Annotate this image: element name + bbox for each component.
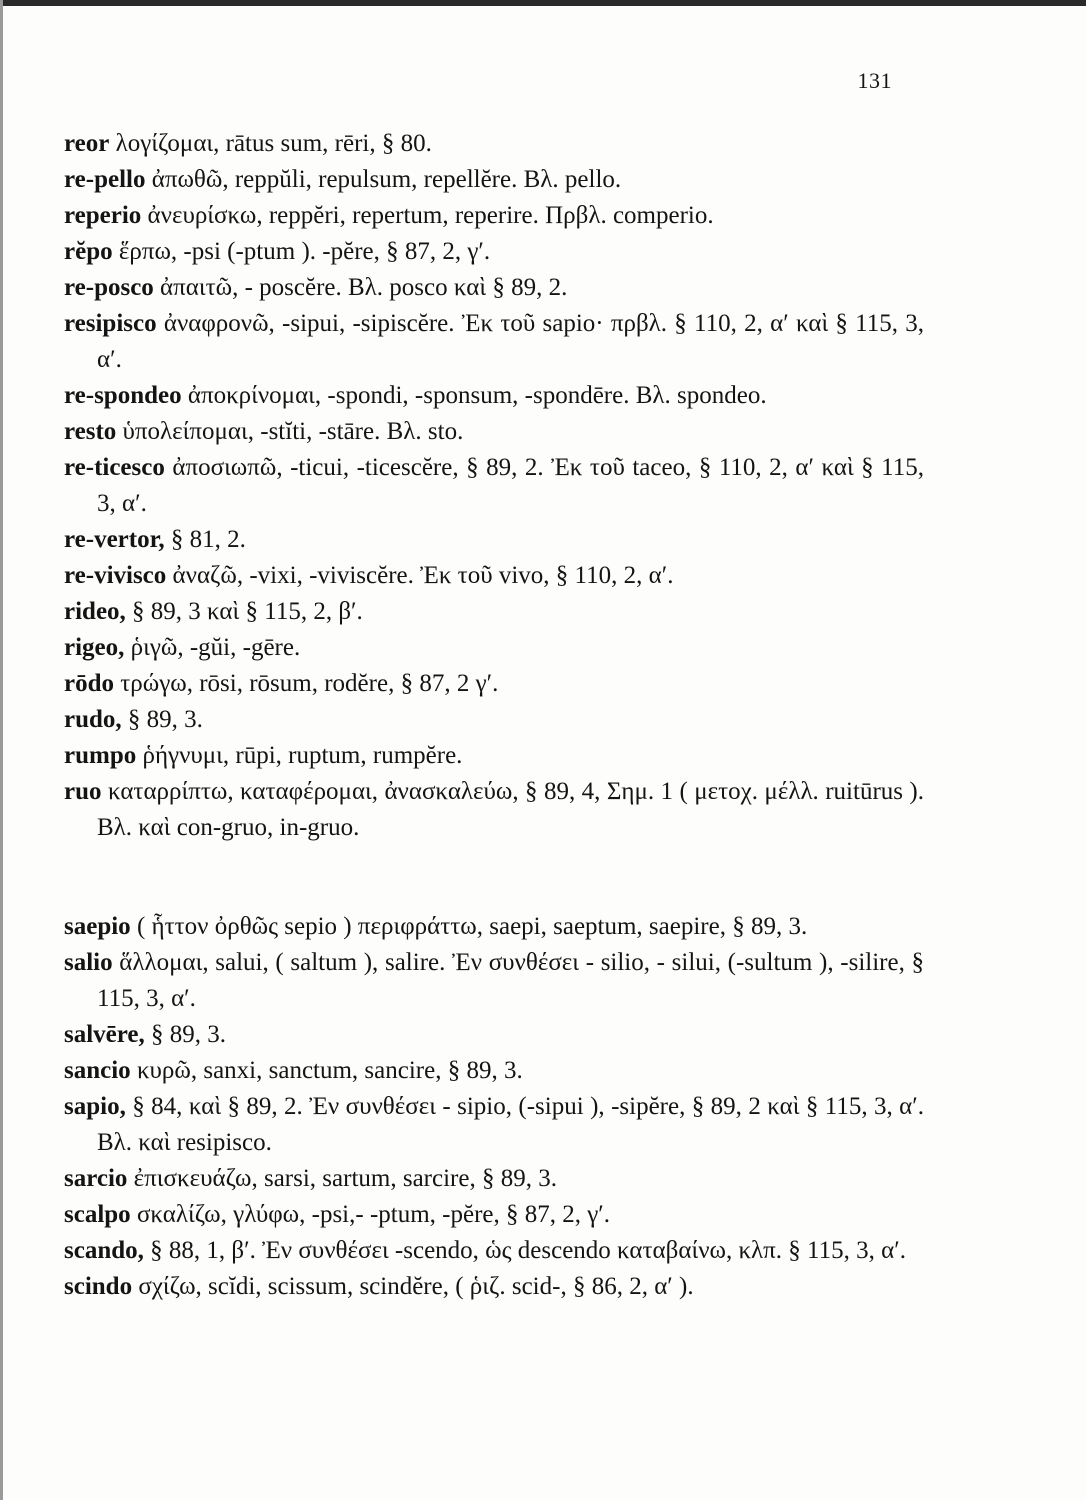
page-left-edge xyxy=(0,0,3,1500)
dictionary-entry xyxy=(64,306,924,378)
entry-definition: ἀποσιωπῶ, -ticui, -ticescĕre, § 89, 2. Ἐκ τοῦ taceo, § 110, 2, α′ καὶ § 115, 3, α′. xyxy=(97,454,925,517)
entry-headword: reperio xyxy=(64,202,142,229)
dictionary-entry xyxy=(64,558,924,594)
entry-definition: § 84, καὶ § 89, 2. Ἐν συνθέσει - sipio, (-sipui ), -sipĕre, § 89, 2 καὶ § 115, 3, α′. Βλ. καὶ resipisco. xyxy=(97,1093,924,1156)
dictionary-entry xyxy=(64,1089,924,1161)
dictionary-entry xyxy=(64,1197,924,1233)
page-top-edge xyxy=(0,0,1086,6)
entry-definition: § 89, 3. xyxy=(127,706,203,733)
entry-definition: ἀναζῶ, -vixi, -viviscĕre. Ἐκ τοῦ vivo, § 110, 2, α′. xyxy=(172,562,674,589)
dictionary-entry xyxy=(64,270,924,306)
entry-headword: rĕpo xyxy=(64,238,113,265)
entry-headword: re-pello xyxy=(64,166,146,193)
dictionary-entry xyxy=(64,234,924,270)
entry-headword: sapio, xyxy=(64,1093,126,1120)
dictionary-entry xyxy=(64,162,924,198)
dictionary-entries xyxy=(64,126,924,1305)
dictionary-entry xyxy=(64,1233,924,1269)
entry-headword: rōdo xyxy=(64,670,114,697)
dictionary-entry xyxy=(64,738,924,774)
entry-definition: ῥήγνυμι, rūpi, ruptum, rumpĕre. xyxy=(142,742,463,769)
entry-headword: re-ticesco xyxy=(64,454,165,481)
entry-headword: resipisco xyxy=(64,310,157,337)
entry-headword: rudo, xyxy=(64,706,122,733)
dictionary-entry xyxy=(64,666,924,702)
entry-definition: ἀποκρίνομαι, -spondi, -sponsum, -spondēre. Βλ. spondeo. xyxy=(187,382,767,409)
entry-definition: § 88, 1, β′. Ἐν συνθέσει -scendo, ὡς descendo καταβαίνω, κλπ. § 115, 3, α′. xyxy=(150,1237,906,1264)
entry-headword: rideo, xyxy=(64,598,126,625)
entry-definition: § 89, 3. xyxy=(151,1021,227,1048)
entry-headword: reor xyxy=(64,130,110,157)
entry-definition: καταρρίπτω, καταφέρομαι, ἀνασκαλεύω, § 89, 4, Σημ. 1 ( μετοχ. μέλλ. ruitūrus ). Βλ. καὶ con-gruo, in-gruo. xyxy=(97,778,925,841)
section-gap xyxy=(64,846,924,909)
entry-headword: rumpo xyxy=(64,742,137,769)
entry-definition: κυρῶ, sanxi, sanctum, sancire, § 89, 3. xyxy=(136,1057,523,1084)
dictionary-entry xyxy=(64,126,924,162)
entry-definition: λογίζομαι, rātus sum, rēri, § 80. xyxy=(115,130,432,157)
entry-definition: ὑπολείπομαι, -stĭti, -stāre. Βλ. sto. xyxy=(122,418,464,445)
entry-headword: ruo xyxy=(64,778,102,805)
dictionary-entry xyxy=(64,630,924,666)
entry-definition: τρώγω, rōsi, rōsum, rodĕre, § 87, 2 γ′. xyxy=(120,670,499,697)
entry-definition: ῥιγῶ, -gŭi, -gēre. xyxy=(130,634,301,661)
entry-definition: ἀναφρονῶ, -sipui, -sipiscĕre. Ἐκ τοῦ sapio· πρβλ. § 110, 2, α′ καὶ § 115, 3, α′. xyxy=(97,310,925,373)
entry-headword: re-spondeo xyxy=(64,382,182,409)
dictionary-entry xyxy=(64,594,924,630)
dictionary-entry xyxy=(64,909,924,945)
page-number: 131 xyxy=(857,68,892,93)
entry-headword: sancio xyxy=(64,1057,131,1084)
dictionary-entry xyxy=(64,450,924,522)
entry-headword: saepio xyxy=(64,913,131,940)
entry-headword: rigeo, xyxy=(64,634,125,661)
entry-definition: ἀπωθῶ, reppŭli, repulsum, repellĕre. Βλ. pello. xyxy=(151,166,622,193)
entry-headword: scalpo xyxy=(64,1201,131,1228)
dictionary-entry xyxy=(64,378,924,414)
dictionary-entry xyxy=(64,1017,924,1053)
entry-definition: σκαλίζω, γλύφω, -psi,- -ptum, -pĕre, § 87, 2, γ′. xyxy=(136,1201,611,1228)
entry-headword: salio xyxy=(64,949,113,976)
entry-definition: σχίζω, scĭdi, scissum, scindĕre, ( ῥιζ. scid-, § 86, 2, α′ ). xyxy=(138,1273,694,1300)
dictionary-entry xyxy=(64,414,924,450)
entry-group-r xyxy=(64,126,924,846)
entry-definition: § 81, 2. xyxy=(170,526,246,553)
entry-headword: scando, xyxy=(64,1237,144,1264)
entry-headword: sarcio xyxy=(64,1165,128,1192)
entry-definition: ἅλλομαι, salui, ( saltum ), salire. Ἐν συνθέσει - silio, - silui, (-sultum ), -silire, § 115, 3, α′. xyxy=(97,949,924,1012)
dictionary-entry xyxy=(64,774,924,846)
entry-definition: ἐπισκευάζω, sarsi, sartum, sarcire, § 89, 3. xyxy=(133,1165,557,1192)
dictionary-entry xyxy=(64,198,924,234)
entry-headword: scindo xyxy=(64,1273,133,1300)
dictionary-entry xyxy=(64,522,924,558)
entry-headword: resto xyxy=(64,418,117,445)
entry-headword: salvēre, xyxy=(64,1021,145,1048)
dictionary-entry xyxy=(64,702,924,738)
entry-definition: ἀπαιτῶ, - poscĕre. Βλ. posco καὶ § 89, 2. xyxy=(160,274,568,301)
entry-definition: ἕρπω, -psi (-ptum ). -pĕre, § 87, 2, γ′. xyxy=(118,238,491,265)
entry-group-s xyxy=(64,909,924,1305)
entry-definition: ( ἧττον ὀρθῶς sepio ) περιφράττω, saepi, saeptum, saepire, § 89, 3. xyxy=(136,913,808,940)
entry-definition: ἀνευρίσκω, reppĕri, repertum, reperire. Πρβλ. comperio. xyxy=(147,202,714,229)
entry-definition: § 89, 3 καὶ § 115, 2, β′. xyxy=(132,598,363,625)
entry-headword: re-posco xyxy=(64,274,154,301)
entry-headword: re-vertor, xyxy=(64,526,165,553)
dictionary-entry xyxy=(64,1161,924,1197)
dictionary-entry xyxy=(64,1269,924,1305)
dictionary-entry xyxy=(64,1053,924,1089)
dictionary-entry xyxy=(64,945,924,1017)
entry-headword: re-vivisco xyxy=(64,562,167,589)
